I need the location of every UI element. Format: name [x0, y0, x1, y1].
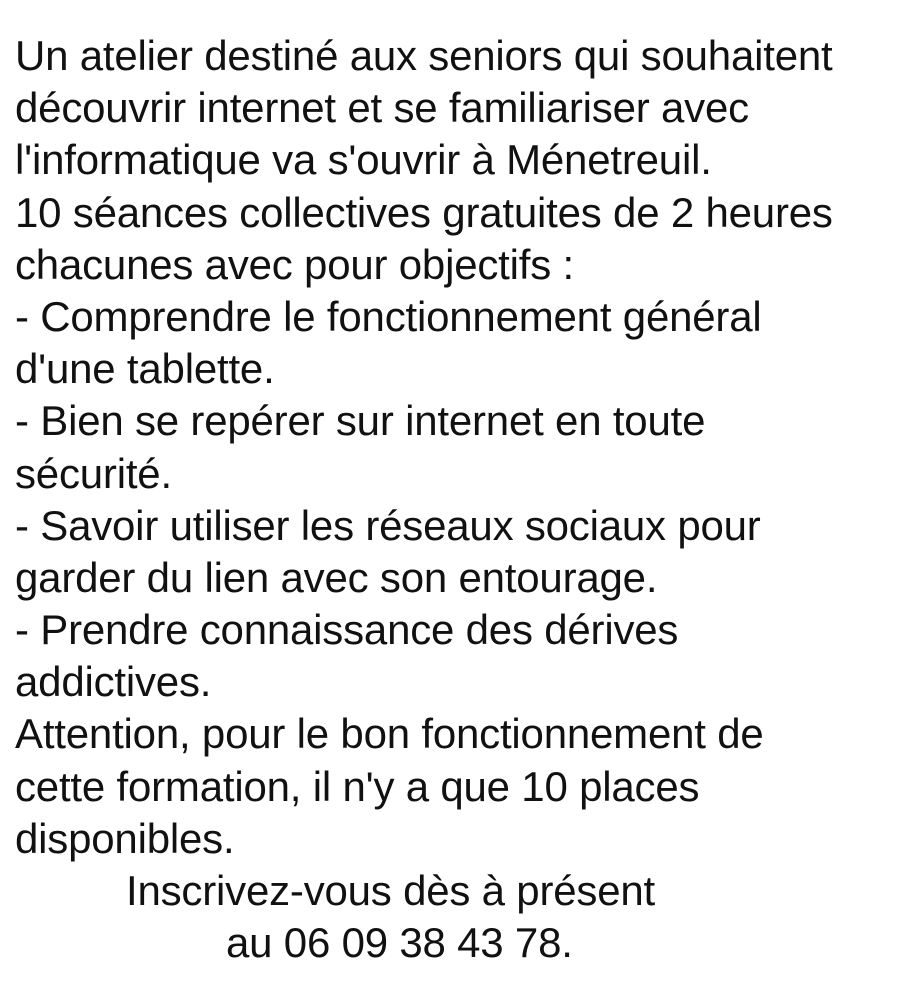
notice-line-1: Attention, pour le bon fonctionnement de — [15, 710, 764, 758]
objective-2-line-2: sécurité. — [15, 449, 172, 497]
objective-4-line-2: addictives. — [15, 658, 212, 706]
objective-1-line-1: - Comprendre le fonctionnement général — [15, 292, 762, 340]
objective-1-line-2: d'une tablette. — [15, 345, 275, 393]
notice-line-2: cette formation, il n'y a que 10 places — [15, 762, 700, 810]
notice-line-3: disponibles. — [15, 814, 235, 862]
objective-3-line-2: garder du lien avec son entourage. — [15, 553, 658, 601]
intro-line-2: découvrir internet et se familiariser avec — [15, 84, 749, 132]
objective-3-line-1: - Savoir utiliser les réseaux sociaux pour — [15, 501, 761, 549]
sessions-line-1: 10 séances collectives gratuites de 2 heures — [15, 188, 833, 236]
signup-call-to-action: Inscrivez-vous dès à présent — [126, 867, 655, 914]
intro-line-1: Un atelier destiné aux seniors qui souhaitent — [15, 32, 833, 79]
objective-4-line-1: - Prendre connaissance des dérives — [15, 606, 679, 654]
objective-2-line-1: - Bien se repérer sur internet en toute — [15, 397, 706, 445]
announcement-text — [15, 30, 895, 969]
sessions-line-2: chacunes avec pour objectifs : — [15, 240, 574, 288]
intro-line-3: l'informatique va s'ouvrir à Ménetreuil. — [15, 136, 712, 184]
signup-phone-number: au 06 09 38 43 78. — [226, 919, 573, 967]
